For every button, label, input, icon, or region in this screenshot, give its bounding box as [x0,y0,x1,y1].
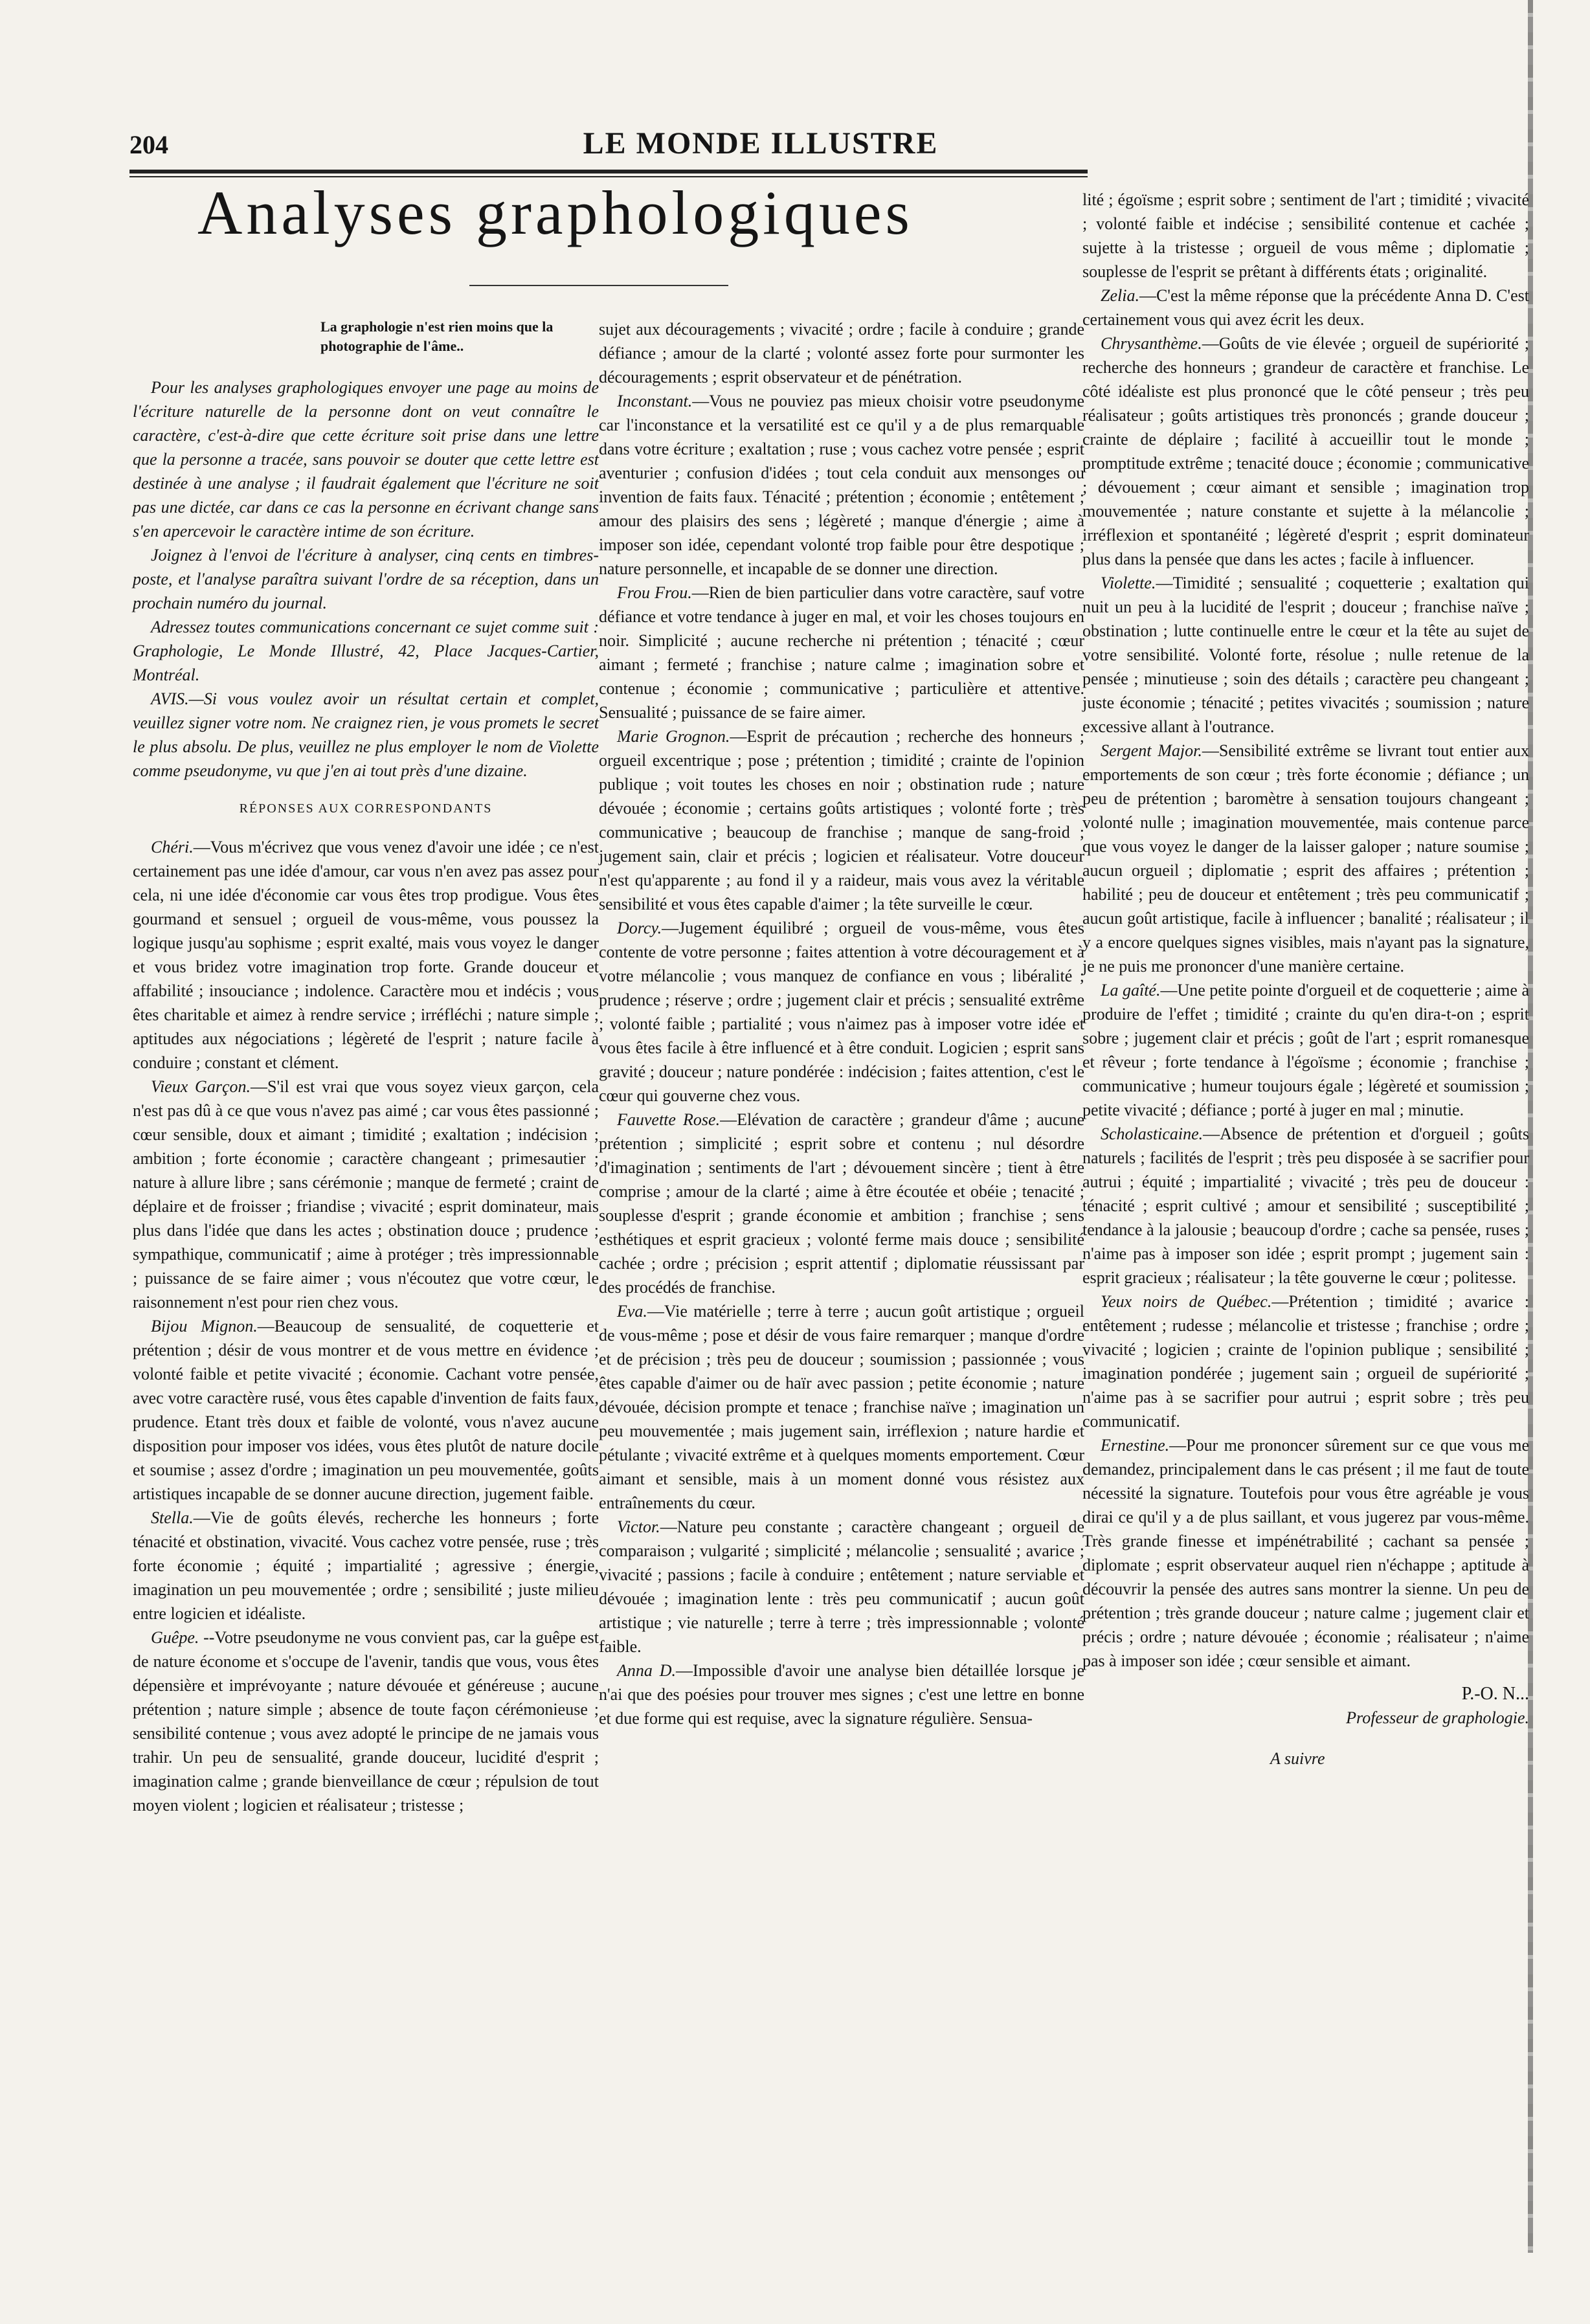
correspondent-name: Inconstant. [617,392,693,410]
reply-text: —Vous ne pouviez pas mieux choisir votre pseudonyme car l'inconstance et la versatilité est ce qu'il y a de plus remarquable dans votre écriture ; exaltation ; ruse ; vous cachez votre pensée ; esprit aventurier ; confusion d'idées ; tout cela conduit aux mensonges ou invention de faits faux. Ténacité ; prétention ; économie ; entêtement ; amour des plaisirs des sens ; légèreté ; manque d'énergie ; aime à imposer son idée, cependant volonté trop faible pour être despotique ; nature personnelle, et incapable de se donner une direction. [599,392,1084,578]
professor-title: Professeur de graphologie. [1346,1708,1529,1727]
correspondent-reply [599,1659,1084,1730]
header-rule [129,170,1088,173]
reply-text: —C'est la même réponse que la précédente Anna D. C'est certainement vous qui avez écrit les deux. [1082,286,1529,329]
page-header [129,122,1392,167]
reply-text: —Sensibilité extrême se livrant tout entier aux emportements de son cœur ; très forte économie ; défiance ; un peu de prétention ; baromètre à sensation toujours changeant ; volonté nulle ; imagination mouvementée, mais contenue parce que vous voyez le danger de la laisser galoper ; nature soumise ; aucun orgueil ; diplomatie ; esprit des affaires ; prétention ; habilité ; peu de douceur et entêtement ; très peu communicatif ; aucun goût artistique, facile à influencer ; banalité ; réalisateur ; il y a encore quelques signes visibles, mais n'ayant pas la signature, je ne puis me prononcer d'une manière certaine. [1082,741,1530,976]
header-rule-thin [129,176,1088,177]
correspondent-name: Victor. [617,1517,660,1536]
correspondent-name: Eva. [617,1302,647,1321]
correspondent-reply [599,1299,1084,1515]
reply-text: —Rien de bien particulier dans votre caractère, sauf votre défiance et votre tendance à juger en mal, et voir les choses toujours en noir. Simplicité ; aucune recherche ni prétention ; ténacité ; cœur aimant ; fermeté ; franchise ; nature calme ; imagination sobre et contenue ; économie ; communicative ; particulière et attentive. Sensualité ; puissance de se faire aimer. [599,583,1085,722]
reply-text: sujet aux découragements ; vivacité ; ordre ; facile à conduire ; grande défiance ; amour de la clarté ; volonté assez forte pour surmonter les découragements ; esprit observateur et de pénétration. [599,320,1084,386]
column-1-entries [133,835,599,1817]
intro-paragraph: Adressez toutes communications concernant ce sujet comme suit : Graphologie, Le Monde Illustré, 42, Place Jacques-Cartier, Montréal. [133,618,599,684]
column-2-entries [599,317,1084,1730]
correspondent-name: Chéri. [151,838,194,856]
reply-text: —Jugement équilibré ; orgueil de vous-même, vous êtes contente de votre personne ; faites attention à votre découragement et à votre mélancolie ; vous manquez de confiance en vous ; libéralité ; prudence ; réserve ; ordre ; jugement clair et précis ; sensualité extrême ; volonté faible ; partialité ; vous n'aimez pas à imposer votre idée et vous êtes facile à être influencé et à être conduit. Logicien ; esprit sans gravité ; douceur ; nature pondérée : indécision ; faites attention, c'est le cœur qui gouverne chez vous. [599,919,1084,1105]
reply-text: —Vie de goûts élevés, recherche les honneurs ; forte ténacité et obstination, vivacité. Vous cachez votre pensée, ruse ; très forte économie ; équité ; impartialité ; agressive ; énergie, imagination un peu mouvementée ; ordre ; sensibilité ; juste milieu entre logicien et idéaliste. [133,1508,599,1623]
correspondent-name: Ernestine. [1101,1436,1170,1455]
correspondent-reply [599,581,1084,724]
reply-text: —S'il est vrai que vous soyez vieux garçon, cela n'est pas dû à ce que vous n'avez pas aimé ; car vous êtes passionné ; cœur sensible, doux et aimant ; timidité ; exaltation ; indécision ; ambition ; forte économie ; caractère changeant ; primesautier ; nature à allure libre ; sans cérémonie ; manque de fermeté ; craint de déplaire et de froisser ; friandise ; vivacité ; esprit dominateur, mais plus dans l'idée que dans les actes ; obstination douce ; prudence ; sympathique, communicatif ; aime à protéger ; très impressionnable ; puissance de se faire aimer ; vous n'écoutez que votre cœur, le raisonnement n'est pour rien chez vous. [133,1077,599,1312]
journal-title: LE MONDE ILLUSTRE [583,126,939,161]
correspondent-name: Frou Frou. [617,583,692,602]
correspondent-name: Stella. [151,1508,194,1527]
intro [133,375,599,783]
correspondent-name: Fauvette Rose. [617,1110,721,1129]
intro-paragraph: Pour les analyses graphologiques envoyer une page au moins de l'écriture naturelle de la personne dont on veut connaître le caractère, c'est-à-dire que cette écriture soit prise dans une lettre que la personne a tracée, sans pouvoir se douter que cette lettre est destinée à une analyse ; il faudrait également que l'écriture ne soit pas une dictée, car dans ce cas la personne en écrivant change sans s'en apercevoir le caractère intime de son écriture. [133,378,599,541]
reply-text: —Nature peu constante ; caractère changeant ; orgueil de comparaison ; vulgarité ; simplicité ; mélancolie ; sensualité ; avarice ; vivacité ; passions ; facile à conduire ; entêtement ; nature serviable et dévouée ; imagination lente : très peu communicatif ; aucun goût artistique ; vie naturelle ; terre à terre ; très impressionnable ; volonté faible. [599,1517,1084,1656]
correspondent-reply [599,317,1084,389]
correspondent-reply [133,1314,599,1506]
section-heading: RÉPONSES AUX CORRESPONDANTS [239,801,493,816]
correspondent-reply [1082,571,1529,739]
reply-text: —Goûts de vie élevée ; orgueil de supériorité ; recherche des honneurs ; grandeur de caractère et franchise. Le côté idéaliste est plus prononcé que le côté penseur ; très peu réalisateur ; goûts artistiques très prononcés ; grande douceur ; crainte de déplaire ; facilité à accueillir tout le monde ; promptitude extrême ; tenacité douce ; économie ; communicative ; dévouement ; cœur aimant et sensible ; imagination trop mouvementée ; nature constante et sujette à la mélancolie ; irréflexion et spontanéité ; légèreté d'esprit ; esprit dominateur plus dans la pensée que dans les actes ; facile à influencer. [1082,334,1529,568]
correspondent-reply [1082,739,1529,978]
reply-text: —Elévation de caractère ; grandeur d'âme ; aucune prétention ; simplicité ; esprit sobre et contenu ; nul désordre d'imagination ; sentiments de l'art ; dévouement sincère ; tient à être comprise ; amour de la clarté ; aime à être écoutée et obéie ; tenacité ; souplesse d'esprit ; grande économie et ambition ; franchise ; sens esthétiques et esprit gracieux ; volonté ferme mais douce ; sensibilité cachée ; ordre ; précision ; esprit attentif ; diplomatie réussissant par des procédés de franchise. [599,1110,1085,1297]
reply-text: —Timidité ; sensualité ; coquetterie ; exaltation qui nuit un peu à la lucidité de l'esprit ; douceur ; franchise naïve ; obstination ; lutte continuelle entre le cœur et la tête au sujet de votre sensibilité. Volonté forte, résolue ; nulle retenue de la pensée ; minutieuse ; soin des détails ; caractère peu changeant ; juste économie ; ténacité ; petites vivacités ; soumission ; nature excessive allant à l'outrance. [1082,574,1529,736]
article-title: Analyses graphologiques [197,178,913,247]
correspondent-reply [599,724,1084,916]
correspondent-reply [133,1506,599,1626]
page-number: 204 [129,130,168,159]
reply-text: —Beaucoup de sensualité, de coquetterie et prétention ; désir de vous montrer et de vous mettre en évidence ; volonté faible et petite vivacité ; économie. Cachant votre pensée, avec votre caractère rusé, vous êtes capable d'invention de faits faux, prudence. Etant très doux et faible de volonté, vous n'avez aucune disposition pour imposer vos idées, vous êtes plutôt de nature docile et soumise ; assez d'ordre ; imagination un peu mouvementée, goûts artistiques incapable de se donner aucune direction, jugement faible. [133,1317,599,1503]
column-3-entries [1082,188,1529,1673]
reply-text: —Esprit de précaution ; recherche des honneurs ; orgueil excentrique ; pose ; prétention ; timidité ; crainte de l'opinion publique ; voit toutes les choses en noir ; obstination rude ; nature dévouée ; économie ; certains goûts artistiques ; volonté forte ; très communicative ; beaucoup de franchise ; manque de sang-froid ; jugement sain, clair et précis ; logicien et réalisateur. Votre douceur n'est qu'apparente ; au fond il y a raideur, mais vous avez la véritable sensibilité et vous êtes capable d'aimer ; la tête surveille le cœur. [599,727,1084,913]
reply-text: —Prétention ; timidité ; avarice : entêtement ; rudesse ; mélancolie et tristesse ; franchise ; ordre ; vivacité ; logicien ; crainte de l'opinion publique ; sensibilité ; imagination pondérée ; jugement sain ; orgueil de supériorité ; n'aime pas à se sacrifier pour autrui ; esprit sobre ; très peu communicatif. [1082,1292,1529,1431]
correspondent-reply [1082,1433,1529,1673]
reply-text: —Impossible d'avoir une analyse bien détaillée lorsque je n'ai que des poésies pour trouver mes signes ; c'est une lettre en bonne et due forme qui est requise, avec la signature régulière. Sensua- [599,1661,1084,1728]
correspondent-name: Dorcy. [617,919,662,937]
correspondent-name: Guêpe. [151,1628,199,1647]
epigraph: La graphologie n'est rien moins que la photographie de l'âme.. [320,318,554,354]
correspondent-name: Violette. [1101,574,1156,592]
correspondent-name: La gaîté. [1101,981,1161,1000]
correspondent-name: Chrysanthème. [1101,334,1202,353]
column-2 [599,317,1084,2324]
correspondent-name: Anna D. [617,1661,677,1680]
correspondent-name: Marie Grognon. [617,727,730,746]
reply-text: —Vie matérielle ; terre à terre ; aucun goût artistique ; orgueil de vous-même ; pose et désir de vous faire remarquer ; manque d'ordre et de précision ; très peu de douceur ; soumission ; passionnée ; vous êtes capable d'aimer ou de haïr avec passion ; petite économie ; nature dévouée, décision prompte et tenace ; franchise naïve ; imagination un peu mouvementée ; mais jugement sain, irréflexion ; nature hardie et pétulante ; vivacité extrême et à quelques moments emportement. Cœur aimant et sensible, mais à un moment donné vous résistez aux entraînements du cœur. [599,1302,1084,1512]
correspondent-name: Sergent Major. [1101,741,1202,760]
correspondent-reply [133,835,599,1075]
notice-paragraph: AVIS.—Si vous voulez avoir un résultat certain et complet, veuillez signer votre nom. Ne craignez rien, je vous promets le secret le plus absolu. De plus, veuillez ne plus employer le nom de Violette comme pseudonyme, vu que j'en ai tout près d'une dizaine. [133,689,599,780]
signature: P.-O. N... [1461,1684,1529,1704]
reply-text: lité ; égoïsme ; esprit sobre ; sentiment de l'art ; timidité ; vivacité ; volonté faible et indécise ; sensibilité contenue et cachée ; sujette à la tristesse ; orgueil de vous même ; diplomatie ; souplesse de l'esprit se prêtant à différents états ; originalité. [1082,190,1529,281]
correspondent-reply [133,1626,599,1817]
correspondent-name: Zelia. [1101,286,1139,305]
correspondent-reply [1082,1290,1529,1433]
correspondent-reply [1082,331,1529,571]
correspondent-reply [599,1108,1084,1299]
column-3 [1082,188,1529,2195]
correspondent-reply [599,916,1084,1108]
correspondent-name: Bijou Mignon. [151,1317,258,1335]
reply-text: --Votre pseudonyme ne vous convient pas, car la guêpe est de nature économe et s'occupe de l'avenir, tandis que vous, vous êtes dépensière et imprévoyante ; nature dévouée et généreuse ; aucune prétention ; nature simple ; absence de toute façon cérémonieuse ; sensibilité contenue ; vous avez adopté le principe de ne jamais vous trahir. Un peu de sensualité, grande douceur, lucidité d'esprit ; imagination calme ; grande bienveillance de cœur ; répulsion de tout moyen violent ; logicien et réalisateur ; tristesse ; [133,1628,599,1815]
correspondent-reply [1082,1122,1529,1290]
correspondent-reply [1082,188,1529,284]
correspondent-reply [599,389,1084,581]
correspondent-name: Vieux Garçon. [151,1077,251,1096]
reply-text: —Vous m'écrivez que vous venez d'avoir une idée ; ce n'est certainement pas une idée d'amour, car vous n'en avez pas assez pour cela, ni une idée d'économie car vous êtes trop prodigue. Vous êtes gourmand et sensuel ; orgueil de vous-même, vous poussez la logique jusqu'au sophisme ; esprit exalté, mais vous voyez le danger et vous bridez votre imagination trop forte. Grande douceur et affabilité ; insouciance ; indolence. Caractère mou et indécis ; vous êtes charitable et aimez à rendre service ; irréfléchi ; nature simple ; aptitudes aux négociations ; légèreté de l'esprit ; nature facile à conduire ; constant et clément. [133,838,599,1072]
correspondent-reply [1082,978,1529,1122]
intro-paragraph: Joignez à l'envoi de l'écriture à analyser, cinq cents en timbres-poste, et l'analyse paraîtra suivant l'ordre de sa réception, dans un prochain numéro du journal. [133,546,599,612]
reply-text: —Absence de prétention et d'orgueil ; goûts naturels ; facilités de l'esprit ; très peu disposée à se sacrifier pour autrui ; équité ; impartialité ; vivacité ; très peu de douceur : ténacité ; esprit cultivé ; amour et sensibilité ; susceptibilité ; tendance à la jalousie ; beaucoup d'ordre ; cache sa pensée, ruses ; n'aime pas à imposer son idée ; esprit prompt ; jugement sain : esprit gracieux ; réalisateur ; la tête gouverne le cœur ; politesse. [1082,1124,1529,1287]
reply-text: —Une petite pointe d'orgueil et de coquetterie ; aime à produire de l'effet ; timidité ; crainte du qu'en dira-t-on ; esprit sobre ; jugement clair et précis ; goût de l'art ; esprit romanesque et rêveur ; forte tendance à l'égoïsme ; économie ; franchise ; communicative ; humeur toujours égale ; légèreté et soumission ; petite vivacité ; défiance ; porté à juger en mal ; minutie. [1082,981,1529,1119]
correspondent-reply [599,1515,1084,1659]
title-divider [469,285,728,286]
column-1-body [133,317,599,1817]
correspondent-reply [1082,284,1529,331]
to-follow: A suivre [1270,1749,1325,1768]
correspondent-name: Yeux noirs de Québec. [1101,1292,1272,1311]
reply-text: —Pour me prononcer sûrement sur ce que vous me demandez, principalement dans le cas présent ; il me faut de toute nécessité la signature. Toutefois pour vous être agréable je vous dirai ce qu'il y a de plus saillant, et vous jugerez par vous-même. Très grande finesse et impénétrabilité ; cachant sa pensée ; diplomate ; esprit observateur auquel rien n'échappe ; aptitude à découvrir la pensée des autres sans montrer la sienne. Un peu de prétention ; très grande douceur ; nature calme ; jugement clair et précis ; ordre ; nature dévouée ; économie ; réalisateur ; n'aime pas à imposer son idée ; cœur sensible et aimant. [1082,1436,1529,1670]
correspondent-reply [133,1075,599,1314]
correspondent-name: Scholasticaine. [1101,1124,1204,1143]
